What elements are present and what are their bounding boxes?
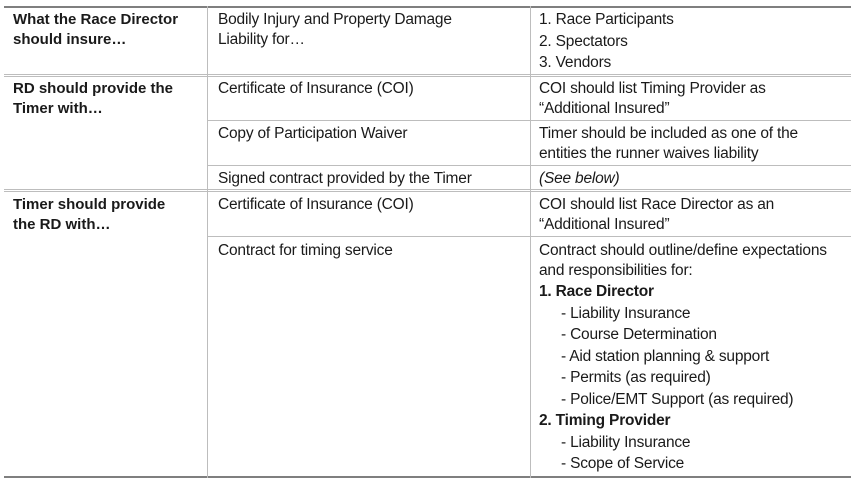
item-line: Bodily Injury and Property Damage bbox=[218, 11, 452, 28]
row-header-rd-provide-timer bbox=[13, 79, 173, 119]
column-divider bbox=[207, 6, 208, 478]
detail-cell bbox=[539, 124, 798, 164]
list-item: 3. Vendors bbox=[539, 54, 612, 71]
detail-cell bbox=[539, 241, 827, 475]
detail-line: COI should list Race Director as an bbox=[539, 196, 775, 213]
row-divider bbox=[4, 476, 851, 478]
item-line: Certificate of Insurance (COI) bbox=[218, 196, 414, 213]
item-cell bbox=[218, 10, 452, 50]
detail-line: entities the runner waives liability bbox=[539, 145, 759, 162]
row-divider bbox=[4, 191, 851, 192]
row-divider bbox=[4, 74, 851, 75]
item-cell bbox=[218, 79, 414, 99]
row-header-line: the RD with… bbox=[13, 216, 111, 233]
detail-line: COI should list Timing Provider as bbox=[539, 80, 766, 97]
item-cell bbox=[218, 241, 393, 261]
list-item: - Scope of Service bbox=[561, 455, 685, 472]
section-title: 1. Race Director bbox=[539, 283, 654, 300]
detail-cell bbox=[539, 79, 766, 119]
list-item: - Course Determination bbox=[561, 326, 717, 343]
item-line: Signed contract provided by the Timer bbox=[218, 170, 472, 187]
list-item: - Police/EMT Support (as required) bbox=[561, 390, 794, 408]
item-cell bbox=[218, 124, 407, 144]
column-divider bbox=[530, 6, 531, 478]
detail-line: Contract should outline/define expectations bbox=[539, 242, 827, 259]
detail-line: and responsibilities for: bbox=[539, 262, 693, 279]
list-item: - Aid station planning & support bbox=[561, 347, 770, 365]
list-item: - Liability Insurance bbox=[561, 304, 691, 322]
row-divider bbox=[4, 189, 851, 190]
item-cell bbox=[218, 169, 472, 189]
entry-divider bbox=[207, 236, 851, 237]
item-line: Certificate of Insurance (COI) bbox=[218, 80, 414, 97]
row-header-timer-provide-rd bbox=[13, 195, 165, 235]
detail-line: (See below) bbox=[539, 170, 620, 187]
detail-cell bbox=[539, 9, 674, 74]
detail-line: Timer should be included as one of the bbox=[539, 125, 798, 142]
entry-divider bbox=[207, 165, 851, 166]
row-header-line: should insure… bbox=[13, 31, 127, 48]
item-line: Liability for… bbox=[218, 31, 305, 48]
item-cell bbox=[218, 195, 414, 215]
insurance-requirements-table bbox=[4, 6, 851, 478]
detail-cell bbox=[539, 195, 774, 235]
row-header-race-director-insure bbox=[13, 10, 178, 50]
section-title: 2. Timing Provider bbox=[539, 412, 671, 429]
item-line: Copy of Participation Waiver bbox=[218, 125, 408, 142]
row-header-line: RD should provide the bbox=[13, 80, 174, 97]
row-header-line: Timer should provide bbox=[13, 196, 166, 213]
list-item: - Permits (as required) bbox=[561, 369, 711, 386]
detail-cell bbox=[539, 169, 620, 189]
list-item: 1. Race Participants bbox=[539, 11, 674, 28]
row-header-line: Timer with… bbox=[13, 100, 103, 117]
list-item: 2. Spectators bbox=[539, 32, 628, 50]
item-line: Contract for timing service bbox=[218, 242, 393, 259]
list-item: - Liability Insurance bbox=[561, 433, 691, 451]
row-header-line: What the Race Director bbox=[13, 11, 179, 28]
row-divider bbox=[4, 6, 851, 8]
detail-line: “Additional Insured” bbox=[539, 100, 670, 117]
entry-divider bbox=[207, 120, 851, 121]
row-divider bbox=[4, 76, 851, 77]
detail-line: “Additional Insured” bbox=[539, 216, 670, 233]
